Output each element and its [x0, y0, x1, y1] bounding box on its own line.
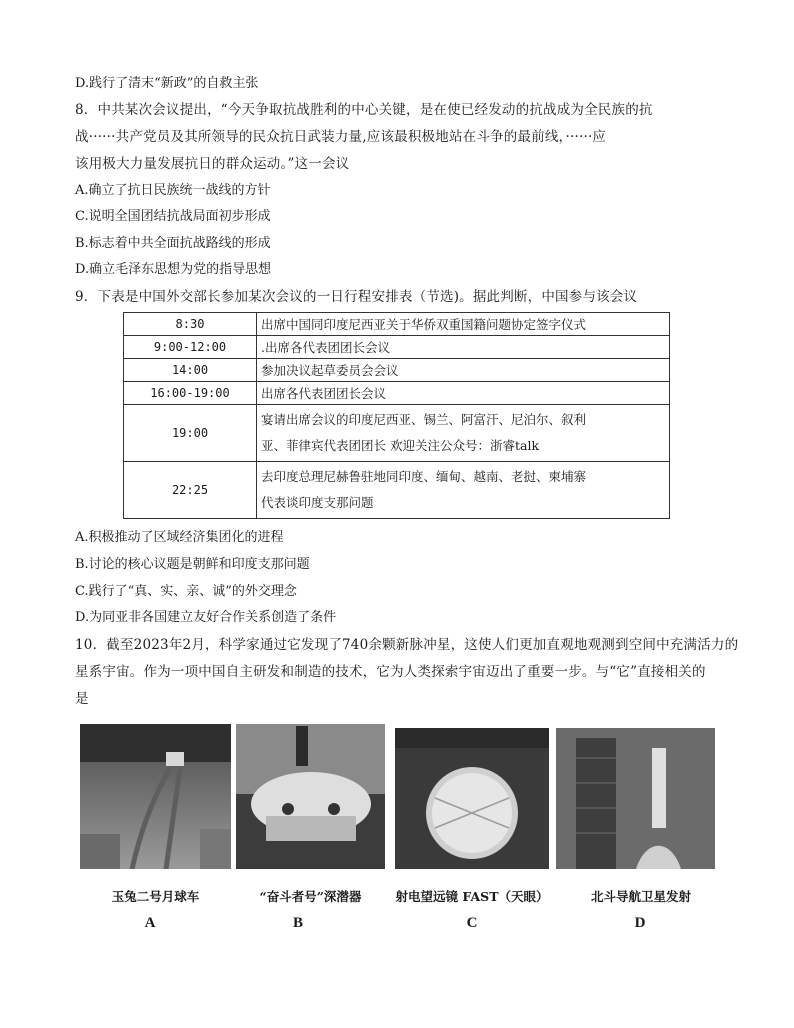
table-row — [124, 382, 670, 405]
option-letter-d[interactable]: D — [634, 915, 646, 931]
schedule-event: 出席各代表团团长会议 — [257, 382, 670, 405]
option-letter-a[interactable]: A — [144, 915, 156, 931]
schedule-time: 14:00 — [124, 359, 257, 382]
question-9-stem: 9．下表是中国外交部长参加某次会议的一日行程安排表（节选)。据此判断，中国参与该会议 — [75, 289, 638, 305]
question-10-stem-line-1: 10．截至2023年2月，科学家通过它发现了740余颗新脉冲星，这使人们更加直观地观测到空间中充满活力的 — [75, 637, 739, 653]
schedule-time: 16:00-19:00 — [124, 382, 257, 405]
question-9-option-a[interactable]: A.积极推动了区域经济集团化的进程 — [75, 530, 284, 545]
question-8-option-b[interactable]: B.标志着中共全面抗战路线的形成 — [75, 236, 271, 251]
question-8-option-c[interactable]: C.说明全国团结抗战局面初步形成 — [75, 209, 271, 224]
table-row — [124, 405, 670, 462]
schedule-time: 22:25 — [124, 462, 257, 519]
table-row — [124, 336, 670, 359]
schedule-event-line: 去印度总理尼赫鲁驻地同印度、缅甸、越南、老挝、柬埔寨 — [261, 469, 587, 484]
photo-beidou-launch[interactable] — [556, 728, 715, 869]
schedule-time: 8:30 — [124, 313, 257, 336]
schedule-event-line: 亚、菲律宾代表团团长 欢迎关注公众号：浙睿talk — [261, 438, 540, 453]
question-10-stem-line-2: 星系宇宙。作为一项中国自主研发和制造的技术，它为人类探索宇宙迈出了重要一步。与“它”直接相关的 — [75, 664, 706, 680]
schedule-time: 19:00 — [124, 405, 257, 462]
photo-lunar-rover[interactable] — [80, 724, 231, 869]
schedule-event: .出席各代表团团长会议 — [257, 336, 670, 359]
table-row — [124, 313, 670, 336]
schedule-event: 参加决议起草委员会会议 — [257, 359, 670, 382]
question-9-option-c[interactable]: C.践行了“真、实、亲、诚”的外交理念 — [75, 584, 297, 599]
question-8-stem-line-3: 该用极大力量发展抗日的群众运动。”这一会议 — [75, 156, 350, 172]
question-8-stem-line-1: 8．中共某次会议提出，“今天争取抗战胜利的中心关键，是在使已经发动的抗战成为全民族的抗 — [75, 102, 653, 118]
schedule-event-line: 宴请出席会议的印度尼西亚、锡兰、阿富汗、尼泊尔、叙利 — [261, 412, 587, 427]
photo-caption-b: “奋斗者号”深潜器 — [259, 889, 362, 904]
table-row — [124, 462, 670, 519]
photo-caption-d: 北斗导航卫星发射 — [590, 889, 691, 904]
photo-submersible[interactable] — [236, 724, 385, 869]
schedule-table — [123, 312, 670, 519]
schedule-event: 出席中国同印度尼西亚关于华侨双重国籍问题协定签字仪式 — [257, 313, 670, 336]
photo-fast-telescope[interactable] — [395, 728, 549, 869]
photo-caption-c: 射电望远镜 FAST（天眼） — [395, 889, 549, 904]
table-row — [124, 359, 670, 382]
line-q7-option-d: D.践行了清末“新政”的自救主张 — [75, 76, 259, 91]
option-letter-c[interactable]: C — [466, 915, 478, 931]
question-8-option-d[interactable]: D.确立毛泽东思想为党的指导思想 — [75, 262, 272, 277]
schedule-event-line: 代表谈印度支那问题 — [261, 495, 374, 510]
schedule-time: 9:00-12:00 — [124, 336, 257, 359]
question-9-option-d[interactable]: D.为同亚非各国建立友好合作关系创造了条件 — [75, 610, 337, 625]
schedule-event — [257, 405, 670, 462]
question-8-option-a[interactable]: A.确立了抗日民族统一战线的方针 — [75, 183, 271, 198]
question-10-stem-line-3: 是 — [75, 691, 89, 707]
question-9-option-b[interactable]: B.讨论的核心议题是朝鲜和印度支那问题 — [75, 557, 310, 572]
question-8-stem-line-2: 战······共产党员及其所领导的民众抗日武装力量,应该最积极地站在斗争的最前线，······应 — [75, 129, 607, 145]
photo-caption-a: 玉兔二号月球车 — [111, 889, 200, 904]
option-letter-b[interactable]: B — [292, 915, 303, 931]
schedule-event — [257, 462, 670, 519]
